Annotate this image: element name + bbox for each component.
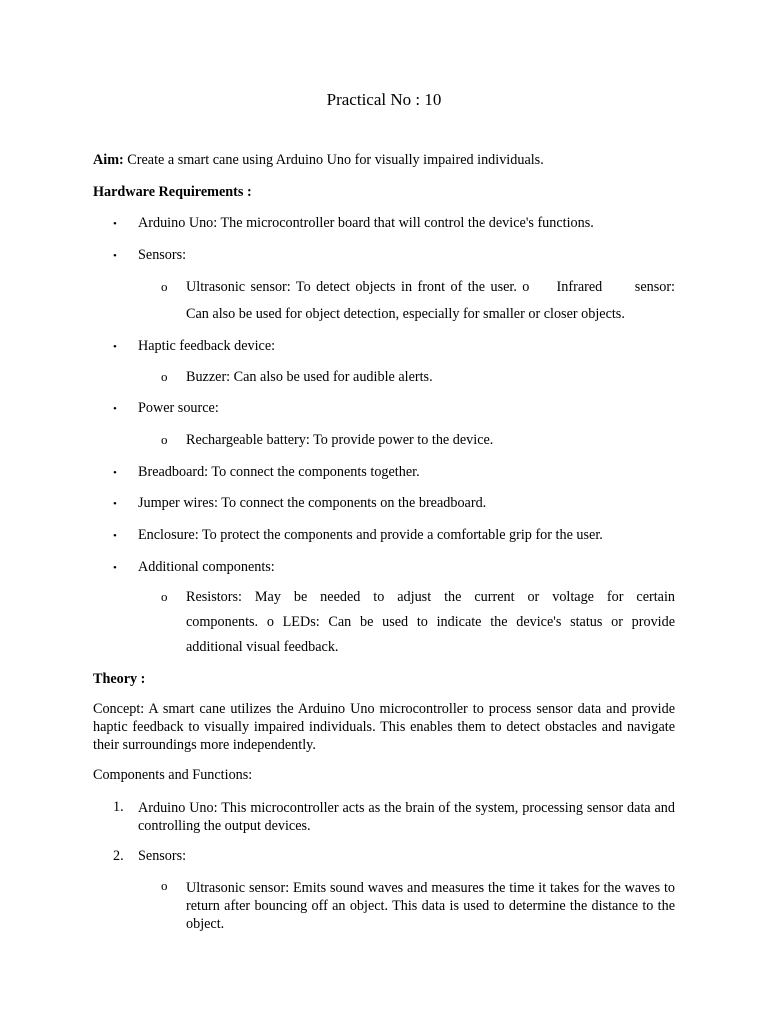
sub-bullet-icon: o — [161, 878, 168, 893]
list-number: 1. — [113, 799, 124, 815]
sub-bullet-icon: o — [161, 432, 168, 447]
hardware-item-sensors: Sensors: — [138, 247, 187, 263]
hardware-item-arduino: Arduino Uno: The microcontroller board that will control the device's functions. — [138, 215, 594, 231]
hardware-item-breadboard: Breadboard: To connect the components together. — [138, 464, 420, 480]
bullet-icon: • — [113, 403, 117, 415]
haptic-sub-item: Buzzer: Can also be used for audible alerts. — [186, 369, 433, 385]
bullet-icon: • — [113, 341, 117, 353]
sensors-sub-line-2: Can also be used for object detection, especially for smaller or closer objects. — [186, 306, 625, 322]
aim-text: Create a smart cane using Arduino Uno for visually impaired individuals. — [123, 152, 544, 168]
sensors-sub-line-1: Ultrasonic sensor: To detect objects in front of the user. o Infrared sensor: — [186, 279, 675, 295]
component-item-sensors: Sensors: — [138, 848, 187, 864]
hardware-item-enclosure: Enclosure: To protect the components and provide a comfortable grip for the user. — [138, 527, 603, 543]
hardware-item-jumper: Jumper wires: To connect the components on the breadboard. — [138, 495, 487, 511]
sub-bullet-icon: o — [161, 279, 168, 294]
bullet-icon: • — [113, 498, 117, 510]
page-title: Practical No : 10 — [326, 90, 442, 109]
additional-sub-line-2: components. o LEDs: Can be used to indicate the device's status or provide — [186, 614, 675, 630]
components-heading: Components and Functions: — [93, 767, 253, 783]
ultrasonic-description: Ultrasonic sensor: Emits sound waves and measures the time it takes for the waves to return after bouncing off an object. This data is used to determine the distance to the object. — [186, 880, 675, 933]
sub-bullet-icon: o — [161, 369, 168, 384]
aim-label: Aim: — [93, 152, 124, 168]
bullet-icon: • — [113, 530, 117, 542]
sub-bullet-icon: o — [161, 589, 168, 604]
hardware-item-haptic: Haptic feedback device: — [138, 338, 276, 354]
additional-sub-line-3: additional visual feedback. — [186, 639, 339, 655]
additional-sub-line-1: Resistors: May be needed to adjust the current or voltage for certain — [186, 589, 675, 605]
list-number: 2. — [113, 848, 124, 864]
aim-line — [93, 152, 544, 169]
hardware-item-power: Power source: — [138, 400, 219, 416]
bullet-icon: • — [113, 562, 117, 574]
hardware-heading: Hardware Requirements : — [93, 184, 252, 200]
theory-heading: Theory : — [93, 671, 146, 687]
bullet-icon: • — [113, 467, 117, 479]
bullet-icon: • — [113, 250, 117, 262]
hardware-item-additional: Additional components: — [138, 559, 275, 575]
concept-paragraph: Concept: A smart cane utilizes the Arduino Uno microcontroller to process sensor data and provide haptic feedback to visually impaired individuals. This enables them to detect obstacles and navigate their surroundings more independently. — [93, 701, 675, 754]
component-item-arduino: Arduino Uno: This microcontroller acts as the brain of the system, processing sensor data and controlling the output devices. — [138, 800, 675, 835]
power-sub-item: Rechargeable battery: To provide power to the device. — [186, 432, 494, 448]
bullet-icon: • — [113, 218, 117, 230]
